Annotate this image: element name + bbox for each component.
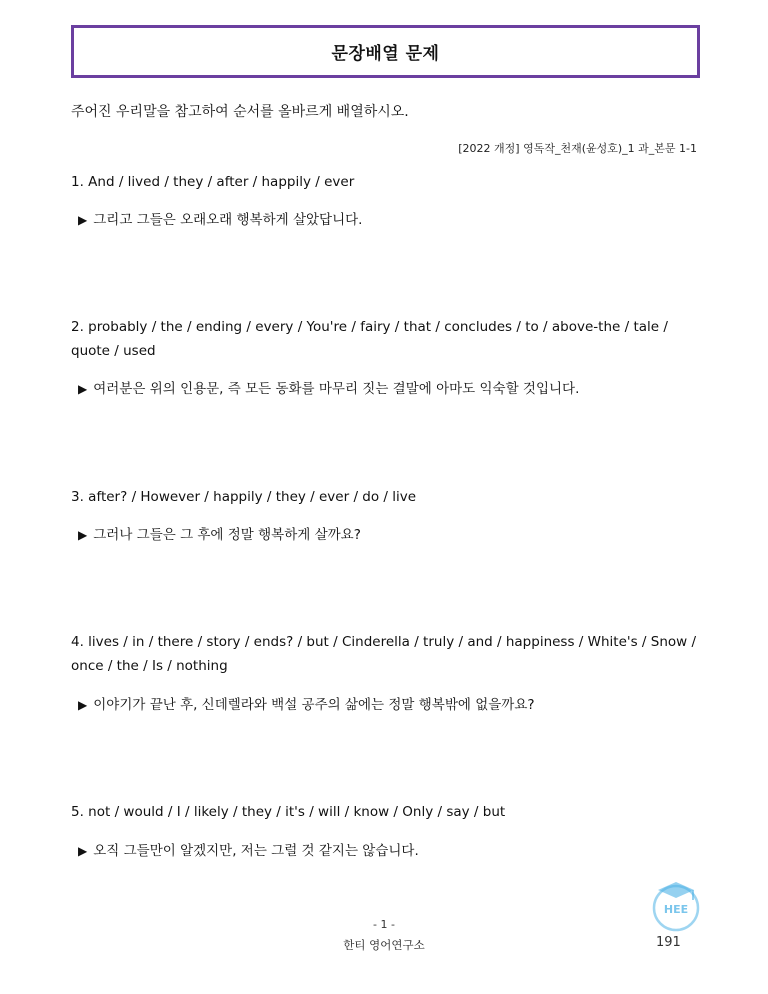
footer-page: - 1 - [373, 918, 395, 931]
question-5-korean [78, 839, 419, 859]
footer-org: 한티 영어연구소 [343, 938, 425, 952]
question-4-prompt: 4. lives / in / there / story / ends? / but / Cinderella / truly / and / happiness / White's / Snow / once / the / Is / nothing [71, 634, 697, 674]
page-title: 문장배열 문제 [331, 44, 440, 64]
triangle-marker-icon: ▶ [78, 382, 88, 396]
triangle-marker-icon: ▶ [78, 698, 88, 712]
question-3-korean [78, 523, 361, 543]
title-box [71, 25, 700, 78]
question-5-korean-text: 오직 그들만이 알겠지만, 저는 그럴 것 같지는 않습니다. [93, 843, 419, 859]
question-3-prompt: 3. after? / However / happily / they / ever / do / live [71, 489, 417, 505]
question-2-korean [78, 377, 579, 397]
question-1-korean-text: 그리고 그들은 오래오래 행복하게 살았답니다. [93, 212, 363, 228]
source-label: [2022 개정] 영독작_천재(윤성호)_1 과_본문 1-1 [458, 142, 697, 155]
logo-text: HEE [663, 903, 689, 916]
triangle-marker-icon: ▶ [78, 213, 88, 227]
triangle-marker-icon: ▶ [78, 844, 88, 858]
question-2-prompt: 2. probably / the / ending / every / You're / fairy / that / concludes / to / above-the / tale / quote / used [71, 319, 668, 359]
question-1-korean [78, 208, 362, 228]
instruction: 주어진 우리말을 참고하여 순서를 올바르게 배열하시오. [71, 104, 409, 120]
question-2-korean-text: 여러분은 위의 인용문, 즉 모든 동화를 마무리 짓는 결말에 아마도 익숙할 것입니다. [93, 381, 580, 397]
question-3-korean-text: 그러나 그들은 그 후에 정말 행복하게 살까요? [93, 527, 361, 543]
question-1-prompt: 1. And / lived / they / after / happily / ever [71, 174, 355, 190]
question-5-prompt: 5. not / would / I / likely / they / it's / will / know / Only / say / but [71, 804, 506, 820]
page-number: 191 [656, 935, 681, 950]
triangle-marker-icon: ▶ [78, 528, 88, 542]
question-4-korean [78, 693, 535, 713]
question-4-korean-text: 이야기가 끝난 후, 신데렐라와 백설 공주의 삶에는 정말 행복밖에 없을까요? [93, 697, 535, 713]
